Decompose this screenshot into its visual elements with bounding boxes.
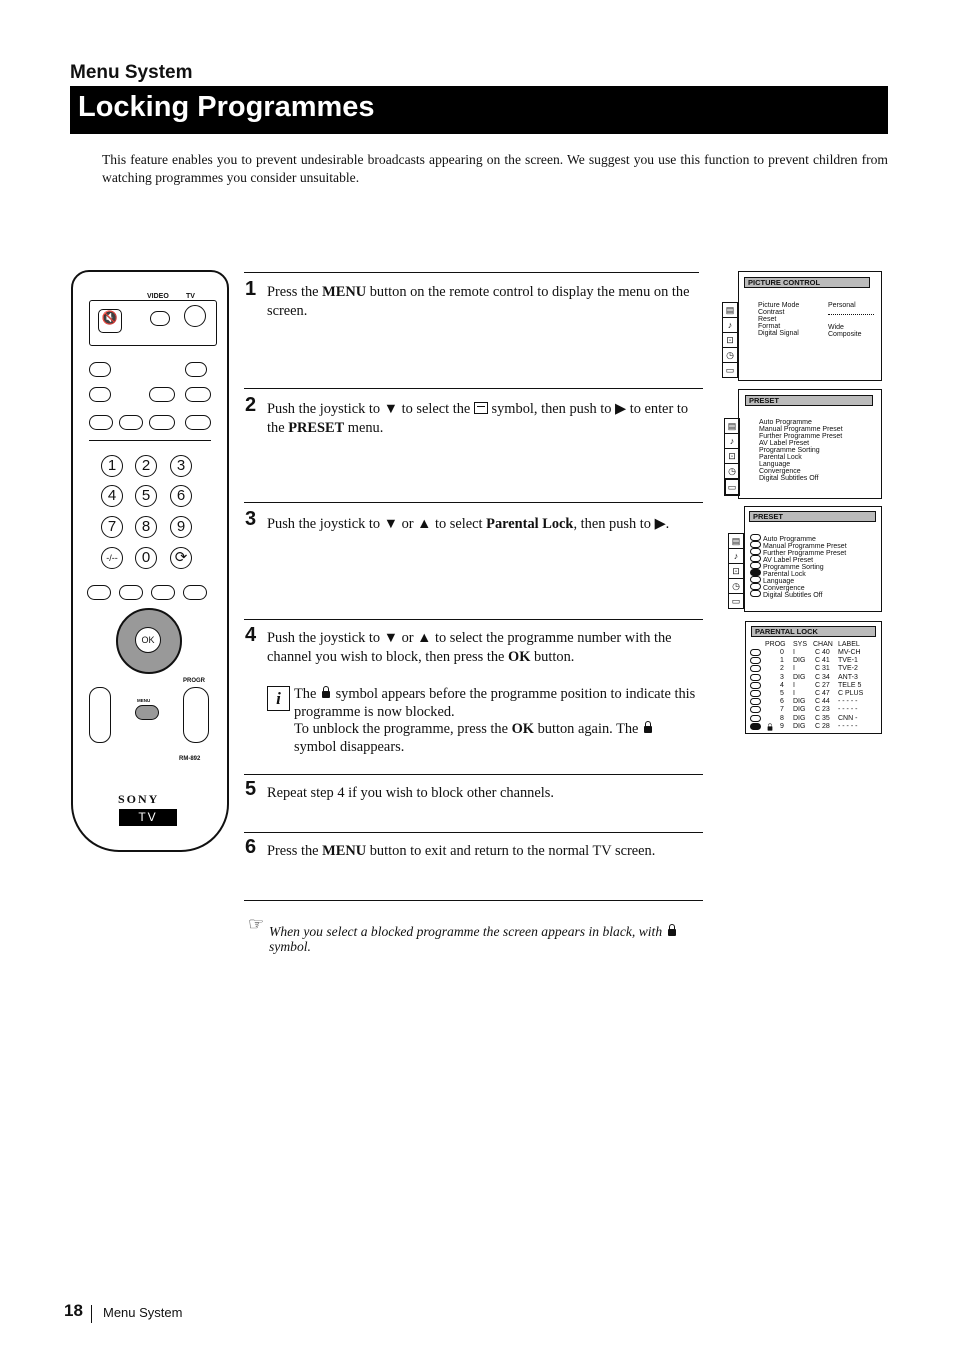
lock-table-row[interactable]: [750, 665, 878, 673]
menu-items: [758, 302, 799, 337]
menu-item[interactable]: Manual Programme Preset: [759, 426, 843, 433]
menu-item[interactable]: Convergence: [750, 583, 847, 590]
hint-hand-icon: ☞: [248, 914, 265, 934]
lock-icon: [768, 726, 773, 730]
text: When you select a blocked programme the screen appears in black, with: [269, 924, 666, 939]
timer-icon: ◷: [729, 579, 743, 594]
menu-item[interactable]: Programme Sorting: [759, 447, 820, 454]
menu-value: [828, 317, 874, 324]
menu-item-selected[interactable]: Parental Lock: [750, 569, 847, 576]
menu-item[interactable]: Language: [750, 576, 847, 583]
step-number: 4: [245, 624, 257, 646]
contrast-slider[interactable]: [828, 309, 874, 315]
video-power-button[interactable]: [150, 311, 170, 326]
menu-button[interactable]: [135, 705, 159, 720]
text: symbol, then push to ▶ to enter to the: [267, 401, 689, 436]
chan-cell: C 40: [815, 649, 830, 656]
preset-menu: [738, 389, 882, 499]
prog-cell: 7: [780, 706, 784, 714]
number-button[interactable]: 4: [101, 485, 123, 507]
preset-icon: ▭: [725, 479, 739, 495]
label-cell: TVE-2: [838, 665, 858, 673]
chan-cell: C 44: [815, 698, 830, 706]
step-text: [267, 400, 703, 438]
remote-button[interactable]: [149, 387, 175, 402]
label-cell: CNN -: [838, 714, 858, 722]
remote-button[interactable]: [89, 362, 111, 377]
chan-cell: C 23: [815, 706, 830, 714]
menu-title: PRESET: [749, 511, 876, 522]
ok-button[interactable]: OK: [135, 627, 161, 653]
preset-icon: ▭: [725, 365, 735, 375]
text: PRESET: [288, 420, 345, 436]
remote-button[interactable]: [185, 362, 207, 377]
parental-lock-menu: [745, 621, 882, 734]
chan-cell: C 31: [815, 665, 830, 673]
lock-indicator: [750, 723, 761, 730]
info-icon: i: [267, 686, 290, 711]
lock-table-row[interactable]: [750, 715, 878, 723]
lock-table-row[interactable]: [750, 649, 878, 657]
chan-cell: C 47: [815, 689, 830, 697]
swap-button[interactable]: ⟳: [170, 547, 192, 569]
lock-table-row[interactable]: [750, 674, 878, 682]
step-divider: [244, 388, 703, 389]
label-cell: C PLUS: [838, 689, 864, 697]
divider: [89, 440, 211, 441]
number-button[interactable]: 9: [170, 516, 192, 538]
video-label: VIDEO: [147, 293, 169, 300]
number-button[interactable]: 6: [170, 485, 192, 507]
text: button to exit and return to the normal TV screen.: [366, 843, 656, 859]
lock-indicator: [750, 690, 761, 697]
menu-item[interactable]: Picture Mode: [758, 302, 800, 309]
sound-icon: ♪: [729, 549, 743, 564]
sys-cell: I: [793, 689, 795, 697]
info-text: [294, 686, 700, 756]
menu-item[interactable]: Convergence: [759, 468, 801, 475]
step-divider: [244, 502, 703, 503]
menu-item[interactable]: Parental Lock: [759, 454, 802, 461]
menu-item[interactable]: Format: [758, 323, 781, 330]
tv-badge: TV: [119, 809, 177, 826]
menu-item[interactable]: Digital Signal: [758, 330, 799, 337]
picture-icon: ▤: [729, 534, 743, 549]
lock-indicator: [750, 706, 761, 713]
page-number: 18: [64, 1301, 83, 1320]
power-panel: [89, 300, 217, 346]
sound-icon: ♪: [723, 318, 737, 333]
step-number: 1: [245, 278, 257, 300]
lock-table-row[interactable]: [750, 723, 878, 731]
step-divider: [244, 900, 703, 901]
sys-cell: DIG: [793, 714, 806, 722]
text: OK: [511, 721, 534, 737]
text: Push the joystick to ▼ to select the: [267, 401, 474, 417]
position-icon: ⊡: [725, 449, 739, 464]
preset-icon: [474, 402, 488, 414]
menu-sidebar: [722, 302, 738, 378]
lock-indicator: [750, 698, 761, 705]
sound-icon: ♪: [725, 434, 739, 449]
sys-cell: I: [793, 665, 795, 673]
joystick[interactable]: [116, 608, 182, 674]
preset-icon: ▭: [731, 596, 741, 606]
timer-icon: ◷: [723, 348, 737, 363]
menu-item[interactable]: Auto Programme: [759, 419, 812, 426]
step-number: 5: [245, 778, 257, 800]
step-number: 6: [245, 836, 257, 858]
menu-item[interactable]: Further Programme Preset: [750, 548, 847, 555]
text: Press the: [267, 843, 323, 859]
text: Parental Lock: [486, 516, 574, 532]
prog-cell: 1: [780, 657, 784, 665]
footer-label: Menu System: [103, 1305, 183, 1320]
lock-indicator: [750, 715, 761, 722]
prog-cell: 5: [780, 689, 784, 697]
remote-button[interactable]: [89, 387, 111, 402]
column-header: PROG: [765, 641, 786, 648]
lock-icon: [668, 929, 676, 936]
text: Push the joystick to ▼ or ▲ to select the programme number with the channel you wish to block, then press the: [267, 630, 672, 665]
lock-table-row[interactable]: [750, 706, 878, 714]
step-text: [267, 629, 703, 667]
label-cell: ANT-3: [838, 673, 858, 681]
menu-title: PRESET: [745, 395, 873, 406]
chan-cell: C 27: [815, 681, 830, 689]
step-text: [267, 842, 703, 861]
footer-divider: [91, 1305, 92, 1323]
lock-indicator: [750, 649, 761, 656]
chan-cell: C 28: [815, 722, 830, 730]
remote-button[interactable]: [185, 415, 211, 430]
intro-text: This feature enables you to prevent undesirable broadcasts appearing on the screen. We suggest you use this function to prevent children from watching programmes you consider unsuitable.: [102, 152, 888, 185]
menu-values: [828, 302, 874, 338]
lock-table-row[interactable]: [750, 682, 878, 690]
menu-value: Composite: [828, 331, 862, 338]
menu-sidebar: [724, 418, 740, 496]
menu-value: Personal: [828, 302, 856, 309]
step-text: Repeat step 4 if you wish to block other channels.: [267, 785, 554, 801]
menu-item[interactable]: Programme Sorting: [750, 562, 847, 569]
menu-item[interactable]: Digital Subtitles Off: [759, 475, 819, 482]
mute-button[interactable]: 🔇: [98, 309, 122, 333]
text: symbol.: [269, 939, 311, 954]
prog-cell: 0: [780, 649, 784, 656]
label-cell: - - - - -: [838, 698, 858, 706]
sys-cell: I: [793, 681, 795, 689]
text: The: [294, 686, 320, 702]
lock-indicator: [750, 657, 761, 664]
text: symbol appears before the programme position to indicate this programme is now blocked.: [294, 686, 696, 720]
text: menu.: [344, 420, 384, 436]
position-icon: ⊡: [723, 333, 737, 348]
menu-label: MENU: [137, 698, 151, 703]
position-icon: ⊡: [729, 564, 743, 579]
step-divider: [244, 774, 703, 775]
text: , then push to ▶.: [573, 516, 670, 532]
step-number: 3: [245, 508, 257, 530]
label-cell: TELE 5: [838, 681, 862, 689]
volume-rocker[interactable]: [89, 687, 111, 743]
lock-indicator: [750, 665, 761, 672]
section-heading: Menu System: [70, 62, 193, 83]
column-header: SYS: [793, 641, 808, 648]
lock-icon: [644, 726, 652, 733]
menu-item[interactable]: AV Label Preset: [759, 440, 810, 447]
chan-cell: C 41: [815, 657, 830, 665]
number-button[interactable]: 0: [135, 547, 157, 569]
sys-cell: DIG: [793, 698, 806, 706]
step-text: [267, 283, 697, 321]
lock-table-row[interactable]: [750, 690, 878, 698]
text: MENU: [322, 843, 367, 859]
menu-item[interactable]: Contrast: [758, 309, 785, 316]
step-divider: [244, 619, 703, 620]
column-header: CHAN: [813, 641, 833, 648]
menu-item[interactable]: AV Label Preset: [750, 555, 847, 562]
sony-logo: SONY: [118, 792, 160, 806]
tv-label: TV: [186, 293, 195, 300]
number-button[interactable]: 8: [135, 516, 157, 538]
note-text: [269, 924, 699, 954]
prog-cell: 2: [780, 665, 784, 673]
sys-cell: I: [793, 649, 795, 656]
text: Push the joystick to ▼ or ▲ to select: [267, 516, 487, 532]
prog-cell: 6: [780, 698, 784, 706]
menu-item[interactable]: Further Programme Preset: [759, 433, 843, 440]
text: button again. The: [534, 721, 643, 737]
lock-table: [750, 649, 878, 731]
lock-table-header: [765, 641, 875, 648]
sound-button[interactable]: [87, 585, 111, 600]
text: To unblock the programme, press the: [294, 721, 512, 737]
lock-table-row[interactable]: [750, 657, 878, 665]
menu-item[interactable]: Auto Programme: [750, 534, 847, 541]
chan-cell: C 34: [815, 673, 830, 681]
lock-indicator: [750, 674, 761, 681]
tv-power-button[interactable]: [184, 305, 206, 327]
prog-cell: 3: [780, 673, 784, 681]
step-divider: [244, 832, 703, 833]
chan-cell: C 35: [815, 714, 830, 722]
prog-cell: 4: [780, 681, 784, 689]
digit-toggle-button[interactable]: -/--: [101, 547, 123, 569]
preset-menu-selected: [744, 506, 882, 612]
sys-cell: DIG: [793, 722, 806, 730]
title-bar: [70, 86, 888, 134]
remote-button[interactable]: [119, 415, 143, 430]
picture-button[interactable]: [119, 585, 143, 600]
text: MENU: [322, 284, 367, 300]
progr-label: PROGR: [183, 678, 206, 684]
sys-cell: DIG: [793, 706, 806, 714]
picture-control-menu: [738, 271, 882, 381]
label-cell: - - - - -: [838, 722, 858, 730]
menu-item[interactable]: Manual Programme Preset: [750, 541, 847, 548]
menu-item[interactable]: Reset: [758, 316, 777, 323]
lock-indicator: [750, 682, 761, 689]
sys-cell: DIG: [793, 673, 806, 681]
lock-icon: [322, 691, 330, 698]
step-divider: [244, 272, 699, 273]
picture-icon: ▤: [725, 419, 739, 434]
menu-sidebar: [728, 533, 744, 609]
text: button.: [530, 649, 575, 665]
number-button[interactable]: 2: [135, 455, 157, 477]
menu-title: PARENTAL LOCK: [751, 626, 876, 637]
programme-rocker[interactable]: [183, 687, 209, 743]
picture-icon: ▤: [723, 303, 737, 318]
position-button[interactable]: [183, 585, 207, 600]
remote-button[interactable]: [89, 415, 113, 430]
timer-icon: ◷: [725, 464, 739, 479]
prog-cell: 9: [780, 722, 784, 730]
step-number: 2: [245, 394, 257, 416]
sys-cell: DIG: [793, 657, 806, 665]
number-button[interactable]: 5: [135, 485, 157, 507]
number-button[interactable]: 7: [101, 516, 123, 538]
column-header: LABEL: [838, 641, 860, 648]
label-cell: MV-CH: [838, 649, 861, 656]
text: symbol disappears.: [294, 738, 405, 755]
step-text: [267, 515, 703, 534]
remote-button[interactable]: [149, 415, 175, 430]
model-label: RM-892: [179, 756, 201, 762]
label-cell: TVE-1: [838, 657, 858, 665]
label-cell: - - - - -: [838, 706, 858, 714]
page-title: Locking Programmes: [78, 91, 375, 123]
menu-item[interactable]: Language: [759, 461, 791, 468]
text: button on the remote control to display the menu on the screen.: [267, 284, 690, 319]
remote-control: [71, 270, 229, 852]
prog-cell: 8: [780, 714, 784, 722]
menu-items: [750, 534, 847, 597]
menu-value: Wide: [828, 324, 844, 331]
text: Press the: [267, 284, 323, 300]
lock-table-row[interactable]: [750, 698, 878, 706]
text-button[interactable]: [151, 585, 175, 600]
remote-button[interactable]: [185, 387, 211, 402]
menu-items: [759, 419, 843, 482]
number-button[interactable]: 3: [170, 455, 192, 477]
number-button[interactable]: 1: [101, 455, 123, 477]
menu-title: PICTURE CONTROL: [744, 277, 870, 288]
menu-item[interactable]: Digital Subtitles Off: [750, 590, 847, 597]
text: OK: [508, 649, 531, 665]
